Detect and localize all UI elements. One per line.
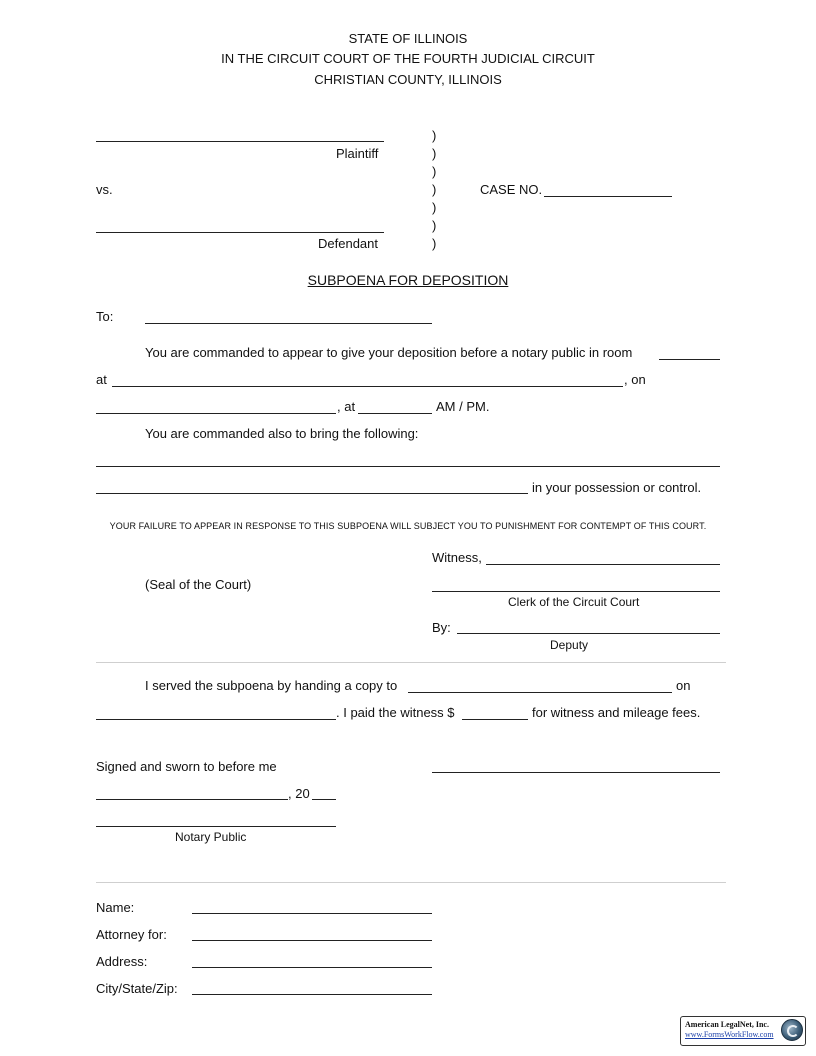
command-text: You are commanded to appear to give your deposition before a notary public in room [145,345,633,360]
date-line[interactable] [96,413,336,414]
section-divider-1 [96,662,726,663]
publisher-name: American LegalNet, Inc. [685,1020,769,1029]
sworn-date-line[interactable] [96,799,288,800]
globe-icon [781,1019,803,1041]
deputy-signature-line[interactable] [457,633,720,634]
header-court: IN THE CIRCUIT COURT OF THE FOURTH JUDICIAL CIRCUIT [221,51,595,66]
bring-items-line-2[interactable] [96,493,528,494]
caption-paren-4: ) [432,182,437,197]
possession-text: in your possession or control. [532,480,702,495]
defendant-label: Defendant [318,236,378,251]
address-line[interactable] [192,967,432,968]
served-date-line[interactable] [96,719,336,720]
at-label: at [96,372,107,387]
witness-line[interactable] [486,564,720,565]
time-line[interactable] [358,413,432,414]
ampm-label: AM / PM. [436,399,490,414]
sworn-text: Signed and sworn to before me [96,759,277,774]
to-name-line[interactable] [145,323,432,324]
contempt-warning: YOUR FAILURE TO APPEAR IN RESPONSE TO THIS SUBPOENA WILL SUBJECT YOU TO PUNISHMENT FOR CONTEMPT OF THIS COURT. [109,521,707,531]
publisher-logo[interactable] [680,1016,806,1046]
caption-paren-3: ) [432,164,437,179]
caption-paren-2: ) [432,146,437,161]
plaintiff-label: Plaintiff [336,146,379,161]
case-no-line[interactable] [544,196,672,197]
on-label: , on [624,372,646,387]
year-label: , 20 [288,786,310,801]
address-label: Address: [96,954,148,969]
attorney-for-line[interactable] [192,940,432,941]
served-on-label: on [676,678,691,693]
to-label: To: [96,309,114,324]
city-state-zip-line[interactable] [192,994,432,995]
bring-items-line-1[interactable] [96,466,720,467]
notary-label: Notary Public [175,830,247,844]
location-line[interactable] [112,386,623,387]
attorney-for-label: Attorney for: [96,927,167,942]
caption-paren-6: ) [432,218,437,233]
served-to-line[interactable] [408,692,672,693]
city-state-zip-label: City/State/Zip: [96,981,178,996]
server-signature-line[interactable] [432,772,720,773]
publisher-url[interactable]: www.FormsWorkFlow.com [685,1030,774,1039]
seal-label: (Seal of the Court) [145,577,252,592]
clerk-label: Clerk of the Circuit Court [508,595,640,609]
by-label: By: [432,620,451,635]
deputy-label: Deputy [550,638,589,652]
plaintiff-name-line[interactable] [96,141,384,142]
year-line[interactable] [312,799,336,800]
header-county: CHRISTIAN COUNTY, ILLINOIS [314,72,502,87]
vs-label: vs. [96,182,113,197]
at-time-label: , at [337,399,356,414]
room-line[interactable] [659,359,720,360]
clerk-signature-line[interactable] [432,591,720,592]
caption-paren-5: ) [432,200,437,215]
header-state: STATE OF ILLINOIS [348,31,468,46]
fee-amount-line[interactable] [462,719,528,720]
defendant-name-line[interactable] [96,232,384,233]
caption-paren-7: ) [432,236,437,251]
name-label: Name: [96,900,135,915]
served-text: I served the subpoena by handing a copy to [145,678,398,693]
witness-label: Witness, [432,550,482,565]
paid-text: . I paid the witness $ [336,705,455,720]
name-line[interactable] [192,913,432,914]
section-divider-2 [96,882,726,883]
fees-text: for witness and mileage fees. [532,705,701,720]
case-no-label: CASE NO. [480,182,543,197]
notary-signature-line[interactable] [96,826,336,827]
bring-text: You are commanded also to bring the following: [145,426,419,441]
document-title: SUBPOENA FOR DEPOSITION [307,272,509,288]
caption-paren-1: ) [432,128,437,143]
